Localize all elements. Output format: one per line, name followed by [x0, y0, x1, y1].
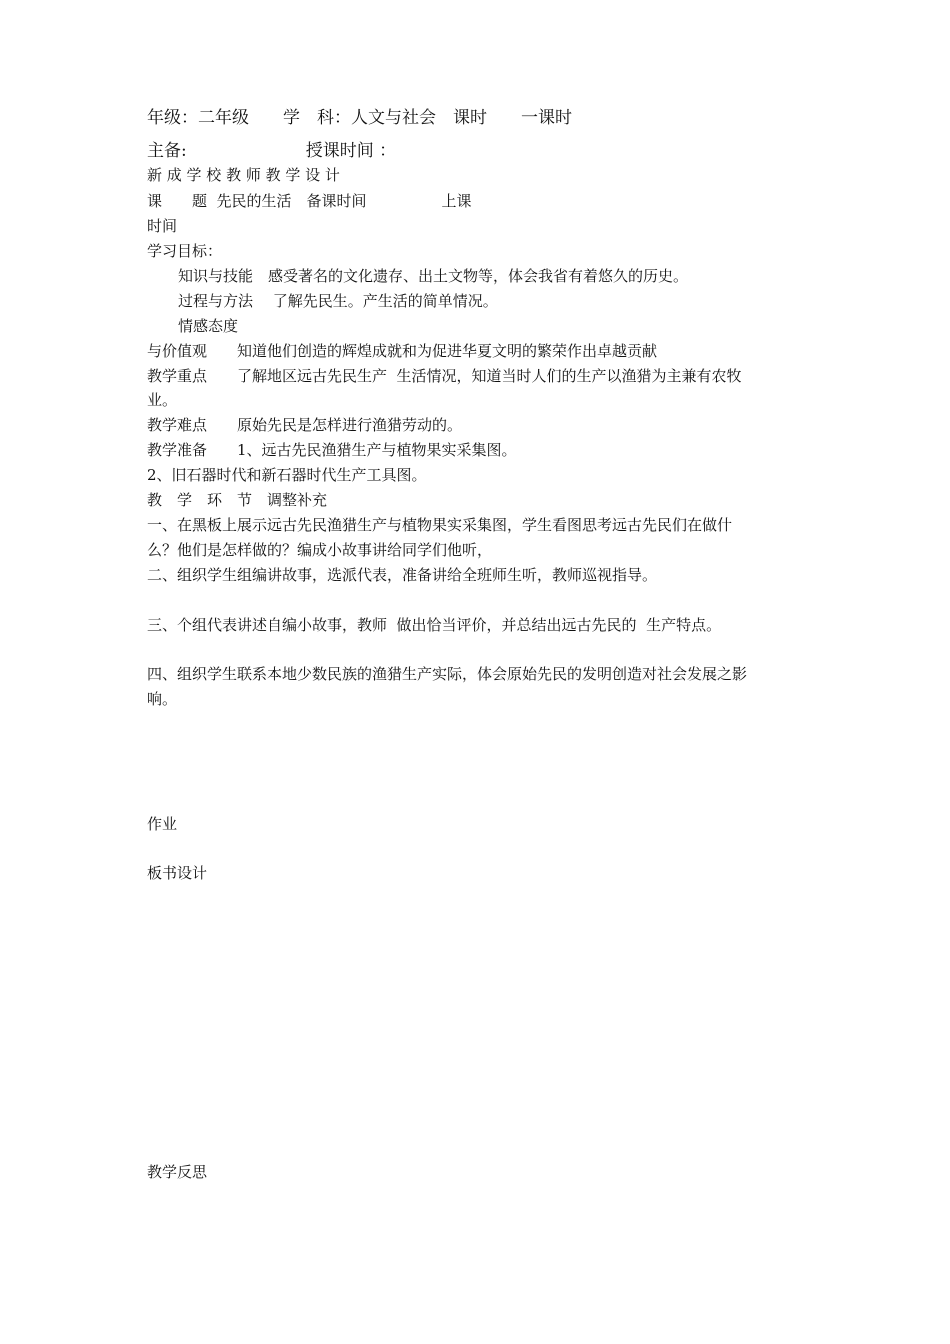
topic-line: 课 题 先民的生活 备课时间 上课	[147, 192, 472, 210]
difficulty-line: 教学难点 原始先民是怎样进行渔猎劳动的。	[147, 416, 463, 434]
homework-label: 作业	[147, 815, 178, 833]
goal-knowledge: 知识与技能 感受著名的文化遗存、出土文物等，体会我省有着悠久的历史。	[178, 267, 689, 285]
key-points-line-1: 教学重点 了解地区远古先民生产 生活情况，知道当时人们的生产以渔猎为主兼有农牧	[147, 367, 742, 385]
preparation-line-2: 2、旧石器时代和新石器时代生产工具图。	[147, 466, 427, 484]
step-1-line-1: 一、在黑板上展示远古先民渔猎生产与植物果实采集图，学生看图思考远古先民们在做什	[147, 516, 733, 534]
key-points-line-2: 业。	[147, 391, 178, 409]
preparation-line-1: 教学准备 1、远古先民渔猎生产与植物果实采集图。	[147, 441, 517, 459]
grade-subject-line: 年级：二年级 学 科：人文与社会 课时 一课时	[147, 108, 572, 128]
goal-process: 过程与方法 了解先民生。产生活的简单情况。	[178, 292, 498, 310]
step-3: 三、个组代表讲述自编小故事，教师 做出恰当评价，并总结出远古先民的 生产特点。	[147, 616, 722, 634]
step-1-line-2: 么？他们是怎样做的？编成小故事讲给同学们他听，	[147, 541, 493, 559]
goals-label: 学习目标：	[147, 242, 223, 260]
goal-attitude: 情感态度	[178, 317, 239, 335]
step-2: 二、组织学生组编讲故事，选派代表，准备讲给全班师生听，教师巡视指导。	[147, 566, 658, 584]
step-4-line-2: 响。	[147, 690, 178, 708]
steps-header: 教 学 环 节 调整补充	[147, 491, 328, 509]
document-title: 新 成 学 校 教 师 教 学 设 计	[147, 166, 340, 184]
step-4-line-1: 四、组织学生联系本地少数民族的渔猎生产实际，体会原始先民的发明创造对社会发展之影	[147, 665, 748, 683]
goal-values: 与价值观 知道他们创造的辉煌成就和为促进华夏文明的繁荣作出卓越贡献	[147, 342, 658, 360]
preparer-line: 主备: 授课时间 ：	[147, 141, 397, 161]
reflection-label: 教学反思	[147, 1163, 208, 1181]
board-design-label: 板书设计	[147, 864, 208, 882]
time-label: 时间	[147, 217, 178, 235]
